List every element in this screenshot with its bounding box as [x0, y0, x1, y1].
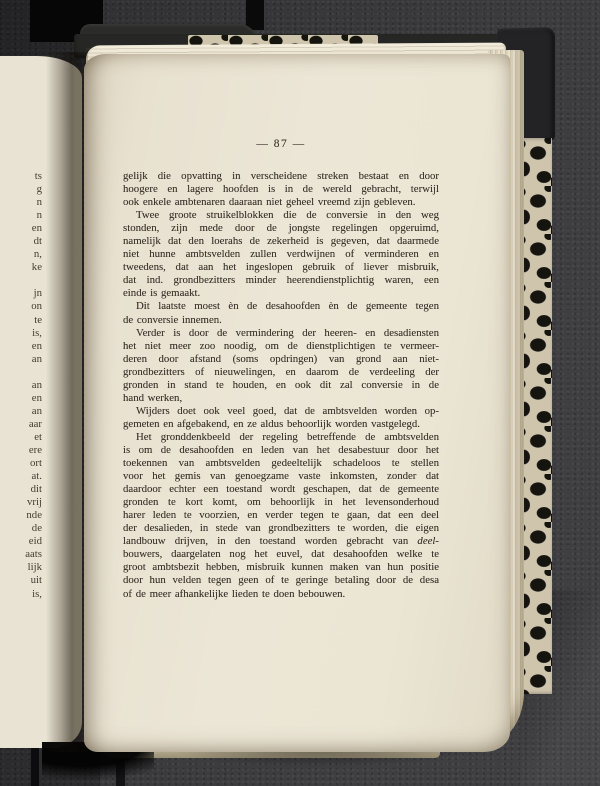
- text-line: stonden, zijn mede door de jongste regelingen opgeruimd,: [123, 222, 439, 235]
- text-fragment: te: [34, 313, 42, 326]
- text-fragment: n: [36, 209, 42, 222]
- text-line: daardoor echter een toestand wordt geschapen, dat de gemeente: [123, 483, 439, 496]
- text-fragment: lijk: [27, 561, 42, 574]
- text-line: Wijders doet ook veel goed, dat de ambtsvelden worden op-: [136, 404, 439, 417]
- text-line: het niet meer zoo noodig, om de dienstplichtigen te vermeer-: [123, 339, 439, 352]
- text-line: Het gronddenkbeeld der regeling betreffende de ambtsvelden: [136, 430, 439, 443]
- text-fragment: is,: [32, 326, 42, 339]
- background-void: [246, 0, 264, 30]
- text-fragment: an: [31, 378, 42, 391]
- text-line: dat ind. grondbezitters minder heerendienstplichtig waren, een: [123, 274, 439, 287]
- text-fragment: on: [31, 300, 42, 313]
- text-line: der desalieden, in stede van grondbezitters te worden, die eigen: [123, 522, 439, 535]
- gutter-shadow: [46, 52, 88, 752]
- text-line: toekennen van ambtsvelden gedeeltelijk schadeloos te stellen: [123, 457, 439, 470]
- text-line: of de meer afhankelijke lieden te doen bebouwen.: [123, 587, 346, 600]
- text-fragment: ke: [31, 261, 42, 274]
- text-fragment: nde: [26, 509, 42, 522]
- text-fragment: et: [34, 430, 42, 443]
- text-line: de conversie innemen.: [123, 313, 222, 326]
- text-fragment: aar: [28, 417, 42, 430]
- text-fragment: ts: [34, 170, 42, 182]
- text-line: ook enkele ambtenaren daaraan niet geheel vreemd zijn gebleven.: [123, 196, 416, 209]
- text-line: groot ambtsbezit hebben, misbruik kunnen maken van hun positie: [123, 561, 439, 574]
- text-fragment: ere: [28, 443, 42, 456]
- text-fragment: an: [31, 404, 42, 417]
- text-fragment: jn: [33, 287, 42, 300]
- text-line: einde is gemaakt.: [123, 287, 201, 300]
- text-line: gronden in stand te houden, en ook dit zal conversie in de: [123, 378, 439, 391]
- text-line: Twee groote struikelblokken die de conversie in den weg: [136, 209, 439, 222]
- text-fragment: de: [31, 522, 42, 535]
- text-fragment: n,: [33, 248, 42, 261]
- text-fragment: dt: [33, 235, 42, 248]
- text-line: Dit laatste moest èn de desahoofden èn de gemeente tegen: [136, 300, 439, 313]
- text-line: harer leden te voorzien, en verder tegen te gaan, dat een deel: [123, 509, 439, 522]
- text-fragment: n: [36, 196, 42, 209]
- text-fragment: uit: [30, 574, 42, 587]
- text-line: deren door afstand (soms opdringen) van grond aan niet-: [123, 352, 439, 365]
- text-fragment: en: [31, 391, 42, 404]
- text-fragment: dit: [30, 483, 42, 496]
- text-fragment: is,: [32, 587, 42, 600]
- text-line: gelijk die opvatting in verscheidene streken bestaat en door: [123, 170, 439, 182]
- text-fragment: [0, 274, 42, 287]
- left-page-fragments: [0, 170, 42, 601]
- text-fragment: vrij: [27, 496, 42, 509]
- text-fragment: aats: [25, 548, 42, 561]
- text-line: gemeten en afgebakend, en ze aldus behoorlijk worden vastgelegd.: [123, 417, 421, 430]
- text-line: is om de desahoofden en leden van het desabestuur door het: [123, 443, 439, 456]
- text-fragment: eid: [28, 535, 42, 548]
- text-fragment: at.: [31, 470, 42, 483]
- text-fragment: g: [36, 183, 42, 196]
- text-line: Verder is door de vermindering der heeren- en desadiensten: [136, 326, 439, 339]
- text-line: tweedens, dat aan het ingeslopen gebruik of liever misbruik,: [123, 261, 439, 274]
- text-fragment: ort: [30, 457, 42, 470]
- text-fragment: [0, 366, 42, 379]
- text-line: hoogere en lagere hoofden is in de wereld gebracht, terwijl: [123, 183, 439, 196]
- text-line: grondbezitters of nieuwelingen, en daarom de verdeeling der: [123, 365, 439, 378]
- text-line: bouwers, daargelaten nog het euvel, dat desahoofden welke te: [123, 548, 439, 561]
- text-line: niet hunne ambtsvelden zullen verdwijnen of verminderen en: [123, 248, 439, 261]
- text-fragment: en: [31, 339, 42, 352]
- text-line: landbouw drijven, in den toestand worden gebracht van deel-: [123, 535, 439, 548]
- text-line: hand werken,: [123, 391, 183, 404]
- text-line: namelijk dat den loerahs de zekerheid is gegeven, dat daarmede: [123, 235, 439, 248]
- text-line: gronden te kort komt, om behoorlijk in het levensonderhoud: [123, 496, 439, 509]
- text-fragment: en: [31, 222, 42, 235]
- body-text: [123, 170, 439, 601]
- text-fragment: an: [31, 352, 42, 365]
- background-seam: [31, 744, 39, 786]
- text-line: door hun velden tegen geen of te geringe betaling door de desa: [123, 574, 439, 587]
- text-line: voor het gemis van genoegzame vaste inkomsten, zonder dat: [123, 470, 439, 483]
- page-number: — 87 —: [256, 138, 306, 150]
